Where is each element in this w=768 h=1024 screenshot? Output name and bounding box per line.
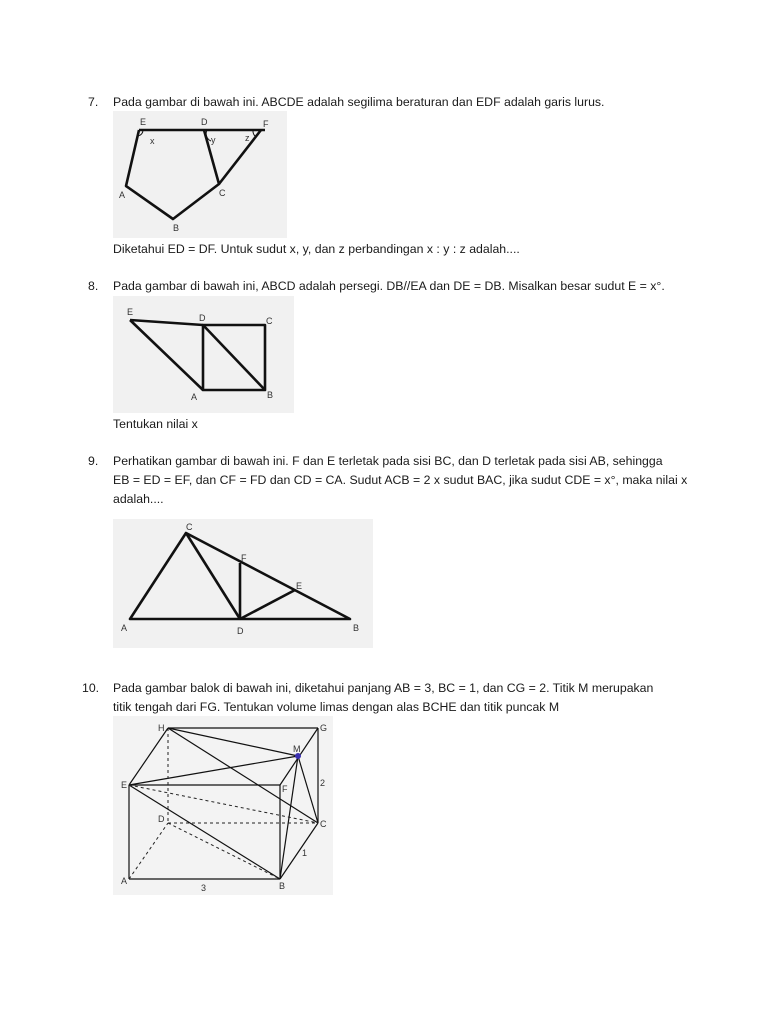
problem-8-number: 8. [88, 279, 99, 293]
label-F: F [263, 119, 269, 129]
label-E: E [121, 780, 128, 790]
problem-9-text-line1: Perhatikan gambar di bawah ini. F dan E terletak pada sisi BC, dan D terletak pada sisi AB, sehingga [113, 454, 663, 468]
angle-z-label: z [245, 133, 250, 143]
label-B: B [173, 223, 180, 233]
length-bc-label: 1 [302, 848, 308, 858]
label-C: C [320, 819, 327, 829]
angle-y-label: y [211, 135, 216, 145]
label-E: E [296, 581, 303, 591]
problem-10-number: 10. [82, 681, 100, 695]
cuboid-figure [113, 716, 333, 895]
label-A: A [119, 190, 126, 200]
label-A: A [191, 392, 198, 402]
square-figure [113, 296, 294, 413]
label-E: E [127, 307, 134, 317]
length-ab-label: 3 [201, 883, 207, 893]
problem-9-text-line3: adalah.... [113, 492, 164, 506]
label-A: A [121, 876, 128, 886]
problem-10-text-line1: Pada gambar balok di bawah ini, diketahui panjang AB = 3, BC = 1, dan CG = 2. Titik M merupakan [113, 681, 654, 695]
label-B: B [353, 623, 360, 633]
problem-7-text: Pada gambar di bawah ini. ABCDE adalah segilima beraturan dan EDF adalah garis lurus. [113, 95, 605, 109]
label-D: D [158, 814, 165, 824]
label-C: C [266, 316, 273, 326]
problem-8-question: Tentukan nilai x [113, 417, 198, 431]
label-G: G [320, 723, 328, 733]
length-cg-label: 2 [320, 778, 326, 788]
problem-9-number: 9. [88, 454, 99, 468]
triangle-figure [113, 519, 373, 648]
label-D: D [199, 313, 206, 323]
problem-7-question: Diketahui ED = DF. Untuk sudut x, y, dan z perbandingan x : y : z adalah.... [113, 242, 520, 256]
label-M: M [293, 744, 301, 754]
label-B: B [279, 881, 286, 891]
problem-9-text-line2: EB = ED = EF, dan CF = FD dan CD = CA. Sudut ACB = 2 x sudut BAC, jika sudut CDE = x°, maka nilai x [113, 473, 688, 487]
problem-7-number: 7. [88, 95, 99, 109]
label-A: A [121, 623, 128, 633]
problem-8-text: Pada gambar di bawah ini, ABCD adalah persegi. DB//EA dan DE = DB. Misalkan besar sudut E = x°. [113, 279, 665, 293]
label-H: H [158, 723, 165, 733]
label-D: D [237, 626, 244, 636]
problem-10-text-line2: titik tengah dari FG. Tentukan volume limas dengan alas BCHE dan titik puncak M [113, 700, 560, 714]
label-C: C [219, 188, 226, 198]
label-C: C [186, 522, 193, 532]
label-E: E [140, 117, 147, 127]
label-F: F [282, 784, 288, 794]
label-D: D [201, 117, 208, 127]
angle-x-label: x [150, 136, 155, 146]
pentagon-figure [113, 111, 287, 238]
label-B: B [267, 390, 274, 400]
label-F: F [241, 553, 247, 563]
